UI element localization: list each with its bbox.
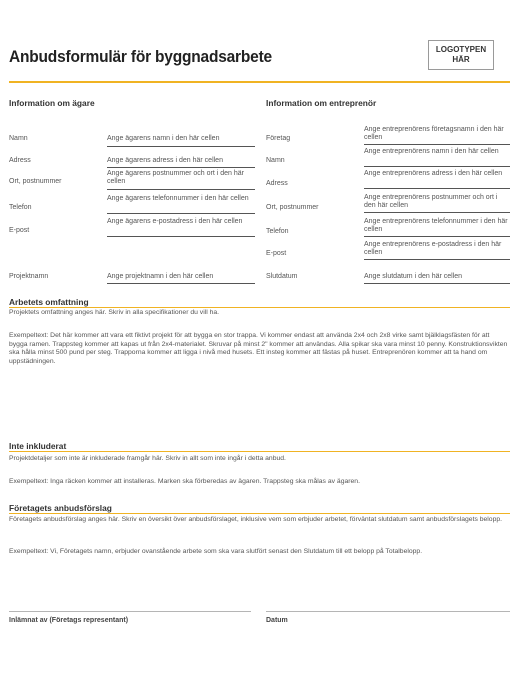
end-date-field[interactable]: Ange slutdatum i den här cellen (364, 273, 463, 280)
owner-city-field[interactable]: Ange ägarens postnummer och ort i den här cellen (107, 170, 244, 186)
contractor-heading: Information om entreprenör (266, 98, 377, 108)
scope-example[interactable]: Exempeltext: Det här kommer att vara ett fiktivt projekt för att bygga en stor trappa. Vi kommer endast att använda 2x4 och 2x8 virke samt bjälklagsfästen för att bygga ramen. Trappsteg kommer att kapas ut från 2x4-materialet. Skruvar på minst 2" kommer att användas. Alla spikar ska vara minst 10 penny. Konstruktionsvikten ska hålla minst 500 pund per steg. Trapporna kommer att ligga i nivå med husets. Ett insteg kommer att fästas på huset. Entreprenören kommer att ta hand om uppstädningen. (9, 332, 508, 365)
project-name-underline (107, 283, 255, 284)
contractor-company-label: Företag (266, 135, 291, 142)
owner-name-field[interactable]: Ange ägarens namn i den här cellen (107, 135, 220, 142)
project-name-label: Projektnamn (9, 273, 49, 280)
date-line[interactable] (266, 611, 510, 612)
date-label: Datum (266, 617, 288, 624)
owner-city-underline (107, 189, 255, 190)
contractor-address-label: Adress (266, 180, 288, 187)
excluded-intro[interactable]: Projektdetaljer som inte är inkluderade framgår här. Skriv in allt som inte ingår i detta anbud. (9, 455, 286, 462)
contractor-city-underline (364, 212, 510, 213)
owner-heading: Information om ägare (9, 98, 95, 108)
contractor-email-label: E-post (266, 250, 287, 257)
bid-heading: Företagets anbudsförslag (9, 503, 112, 513)
end-date-label: Slutdatum (266, 273, 298, 280)
contractor-address-underline (364, 188, 510, 189)
scope-intro[interactable]: Projektets omfattning anges här. Skriv in alla specifikationer du vill ha. (9, 309, 220, 316)
contractor-phone-underline (364, 236, 510, 237)
header-rule (9, 81, 510, 83)
owner-address-underline (107, 167, 255, 168)
contractor-email-field[interactable]: Ange entreprenörens e-postadress i den här cellen (364, 241, 502, 257)
excluded-rule (9, 451, 510, 452)
scope-rule (9, 307, 510, 308)
contractor-city-label: Ort, postnummer (266, 204, 319, 211)
owner-phone-underline (107, 213, 255, 214)
contractor-email-underline (364, 259, 510, 260)
signature-line[interactable] (9, 611, 251, 612)
contractor-company-underline (364, 144, 510, 145)
owner-phone-field[interactable]: Ange ägarens telefonnummer i den här cellen (107, 195, 249, 202)
scope-heading: Arbetets omfattning (9, 297, 89, 307)
excluded-example[interactable]: Exempeltext: Inga räcken kommer att installeras. Marken ska förberedas av ägaren. Trappsteg ska målas av ägaren. (9, 478, 360, 485)
owner-name-label: Namn (9, 135, 28, 142)
owner-city-label: Ort, postnummer (9, 178, 62, 185)
owner-address-field[interactable]: Ange ägarens adress i den här cellen (107, 157, 223, 164)
owner-email-field[interactable]: Ange ägarens e-postadress i den här cellen (107, 218, 243, 225)
owner-phone-label: Telefon (9, 204, 32, 211)
contractor-company-field[interactable]: Ange entreprenörens företagsnamn i den här cellen (364, 126, 504, 142)
owner-email-underline (107, 236, 255, 237)
owner-email-label: E-post (9, 227, 30, 234)
logo-line-2: HÄR (452, 55, 470, 64)
bid-rule (9, 513, 510, 514)
submitted-by-label: Inlämnat av (Företags representant) (9, 617, 129, 624)
contractor-address-field[interactable]: Ange entreprenörens adress i den här cellen (364, 170, 503, 177)
project-name-field[interactable]: Ange projektnamn i den här cellen (107, 273, 214, 280)
contractor-city-field[interactable]: Ange entreprenörens postnummer och ort i den här cellen (364, 194, 498, 210)
owner-address-label: Adress (9, 157, 31, 164)
contractor-phone-field[interactable]: Ange entreprenörens telefonnummer i den här cellen (364, 218, 508, 234)
bid-intro[interactable]: Företagets anbudsförslag anges här. Skriv en översikt över anbudsförslaget, inklusive vem som erbjuder arbetet, förväntat slutdatum samt anbudsförslagets belopp. (9, 516, 503, 523)
contractor-name-underline (364, 166, 510, 167)
excluded-heading: Inte inkluderat (9, 441, 67, 451)
contractor-name-label: Namn (266, 157, 285, 164)
logo-line-1: LOGOTYPEN (435, 45, 487, 54)
contractor-phone-label: Telefon (266, 228, 289, 235)
bid-example[interactable]: Exempeltext: Vi, Företagets namn, erbjuder ovanstående arbete som ska vara slutfört senast den Slutdatum till ett belopp på Totalbelopp. (9, 548, 423, 555)
owner-name-underline (107, 146, 255, 147)
logo-placeholder (428, 40, 494, 70)
contractor-name-field[interactable]: Ange entreprenörens namn i den här cellen (364, 148, 499, 155)
page-title: Anbudsformulär för byggnadsarbete (9, 48, 272, 67)
end-date-underline (364, 283, 510, 284)
